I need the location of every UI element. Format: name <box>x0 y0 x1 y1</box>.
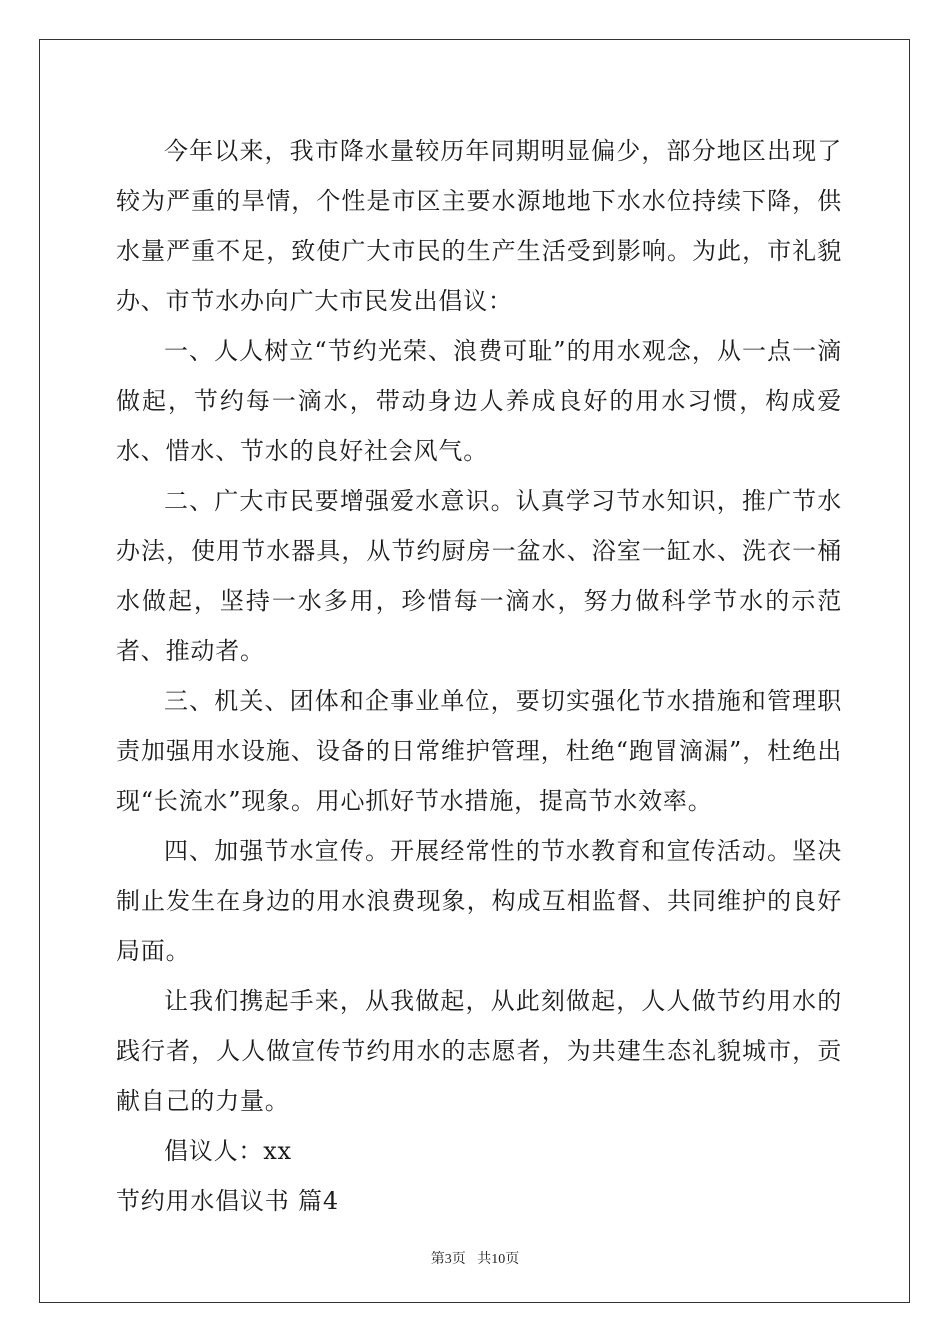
next-section-title: 节约用水倡议书 篇4 <box>116 1187 339 1215</box>
paragraph-intro: 今年以来，我市降水量较历年同期明显偏少，部分地区出现了较为严重的旱情，个性是市区主要水源地地下水水位持续下降，供水量严重不足，致使广大市民的生产生活受到影响。为此，市礼貌办、市节水办向广大市民发出倡议： <box>116 137 842 315</box>
page-number: 第3页 <box>430 1252 466 1267</box>
page-footer <box>0 1248 950 1268</box>
signer-line: 倡议人：xx <box>164 1137 292 1165</box>
paragraph-point-1: 一、人人树立“节约光荣、浪费可耻”的用水观念，从一点一滴做起，节约每一滴水，带动身边人养成良好的用水习惯，构成爱水、惜水、节水的良好社会风气。 <box>116 337 842 465</box>
paragraph-point-4: 四、加强节水宣传。开展经常性的节水教育和宣传活动。坚决制止发生在身边的用水浪费现象，构成互相监督、共同维护的良好局面。 <box>116 837 842 965</box>
paragraph-point-2: 二、广大市民要增强爱水意识。认真学习节水知识，推广节水办法，使用节水器具，从节约厨房一盆水、浴室一缸水、洗衣一桶水做起，坚持一水多用，珍惜每一滴水，努力做科学节水的示范者、推动者。 <box>116 487 842 665</box>
total-pages: 共10页 <box>477 1252 520 1267</box>
paragraph-point-3: 三、机关、团体和企事业单位，要切实强化节水措施和管理职责加强用水设施、设备的日常维护管理，杜绝“跑冒滴漏”，杜绝出现“长流水”现象。用心抓好节水措施，提高节水效率。 <box>116 687 842 815</box>
paragraph-closing: 让我们携起手来，从我做起，从此刻做起，人人做节约用水的践行者，人人做宣传节约用水的志愿者，为共建生态礼貌城市，贡献自己的力量。 <box>116 987 842 1115</box>
document-body <box>116 126 842 1226</box>
